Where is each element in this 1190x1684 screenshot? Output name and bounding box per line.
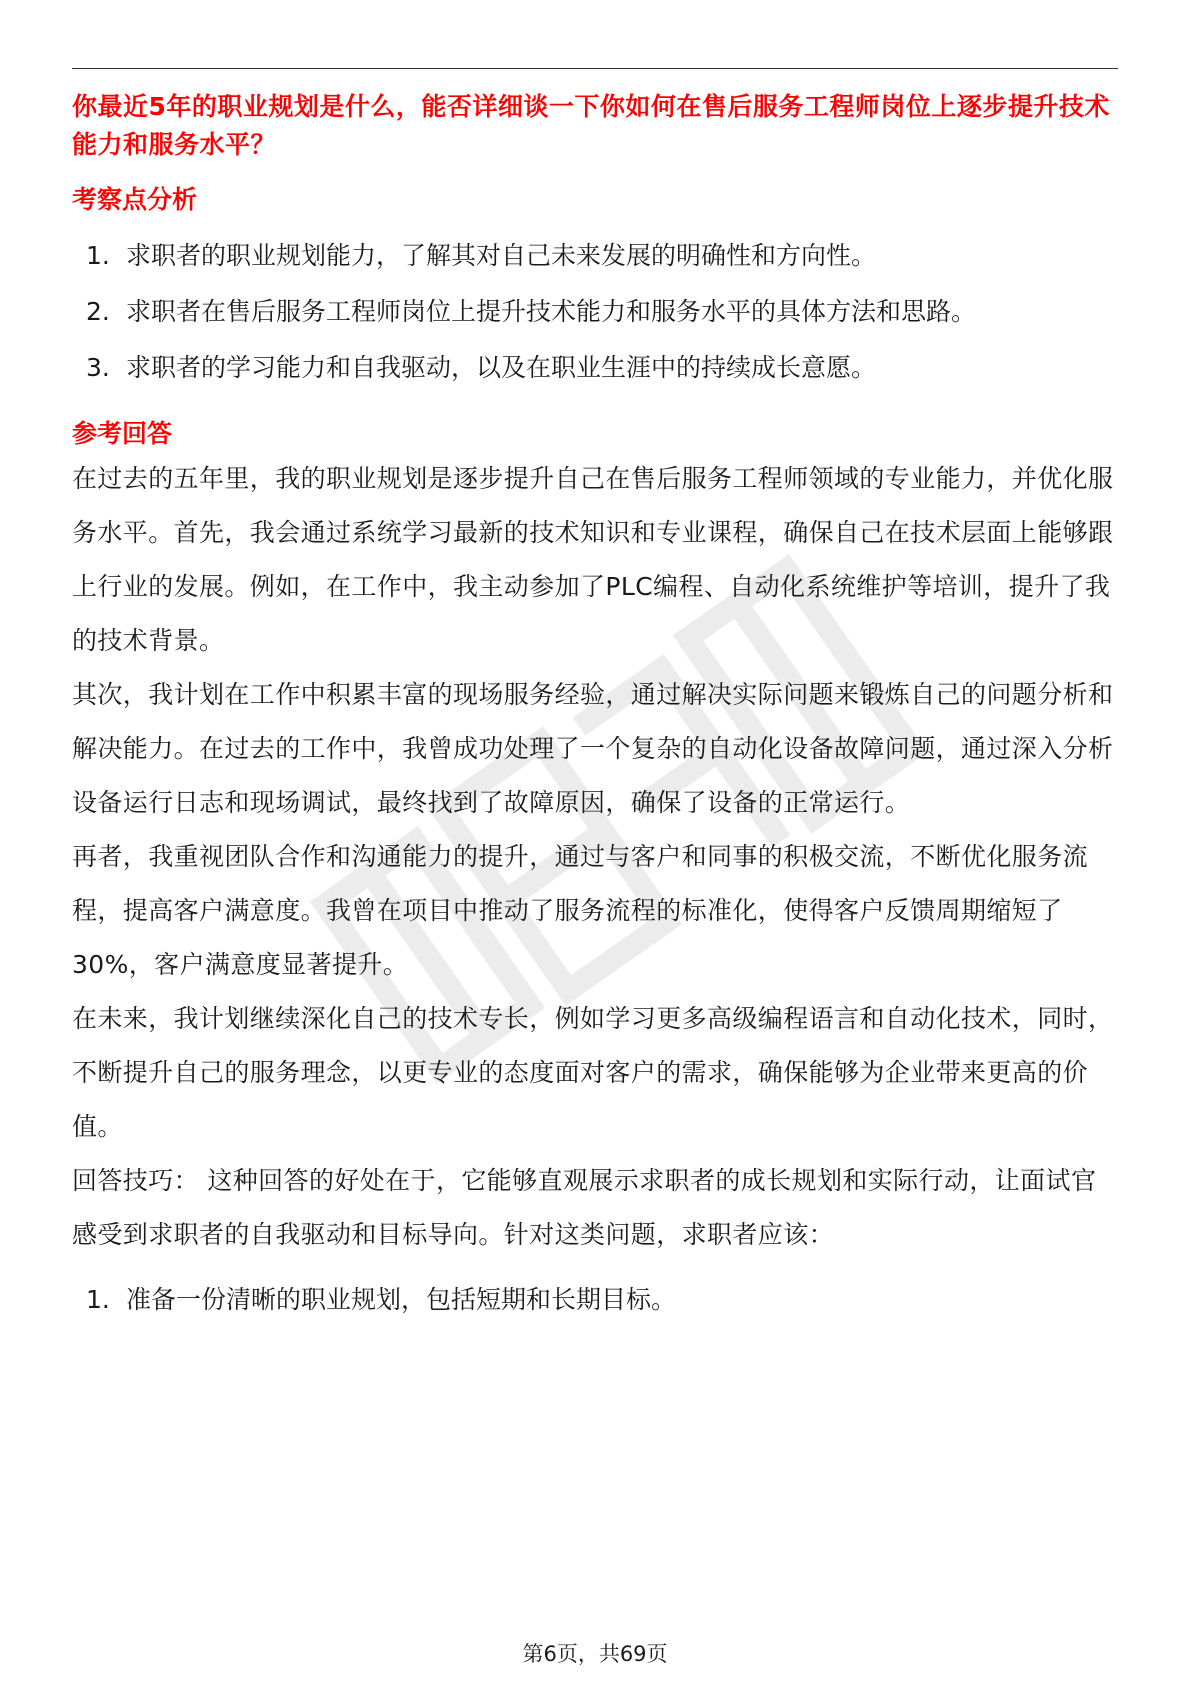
analysis-list — [72, 238, 1118, 386]
list-item-number: 3. — [86, 353, 110, 382]
answer-paragraph: 其次，我计划在工作中积累丰富的现场服务经验，通过解决实际问题来锻炼自己的问题分析和解决能力。在过去的工作中，我曾成功处理了一个复杂的自动化设备故障问题，通过深入分析设备运行日志和现场调试，最终找到了故障原因，确保了设备的正常运行。 — [72, 680, 1114, 817]
analysis-heading: 考察点分析 — [72, 185, 198, 214]
header-rule — [72, 68, 1118, 69]
list-item — [72, 238, 1118, 274]
page-content — [72, 88, 1118, 1318]
list-item-text: 求职者的学习能力和自我驱动，以及在职业生涯中的持续成长意愿。 — [126, 353, 877, 382]
list-item-number: 1. — [86, 241, 110, 270]
question-heading: 你最近5年的职业规划是什么，能否详细谈一下你如何在售后服务工程师岗位上逐步提升技术能力和服务水平？ — [72, 92, 1110, 159]
answer-paragraph: 在过去的五年里，我的职业规划是逐步提升自己在售后服务工程师领域的专业能力，并优化服务水平。首先，我会通过系统学习最新的技术知识和专业课程，确保自己在技术层面上能够跟上行业的发展。例如，在工作中，我主动参加了PLC编程、自动化系统维护等培训，提升了我的技术背景。 — [72, 464, 1114, 655]
page-number-footer: 第6页，共69页 — [522, 1642, 668, 1666]
list-item-text: 准备一份清晰的职业规划，包括短期和长期目标。 — [126, 1285, 677, 1314]
list-item-number: 2. — [86, 297, 110, 326]
list-item-text: 求职者的职业规划能力，了解其对自己未来发展的明确性和方向性。 — [126, 241, 877, 270]
list-item-number: 1. — [86, 1285, 110, 1314]
answer-tips-intro: 回答技巧： 这种回答的好处在于，它能够直观展示求职者的成长规划和实际行动，让面试官感受到求职者的自我驱动和目标导向。针对这类问题，求职者应该： — [72, 1166, 1097, 1249]
list-item-text: 求职者在售后服务工程师岗位上提升技术能力和服务水平的具体方法和思路。 — [126, 297, 977, 326]
answer-heading: 参考回答 — [72, 419, 173, 448]
list-item — [72, 350, 1118, 386]
list-item — [72, 294, 1118, 330]
list-item — [72, 1282, 1118, 1318]
tips-list — [72, 1282, 1118, 1318]
answer-paragraph: 再者，我重视团队合作和沟通能力的提升，通过与客户和同事的积极交流，不断优化服务流程，提高客户满意度。我曾在项目中推动了服务流程的标准化，使得客户反馈周期缩短了30%，客户满意度显著提升。 — [72, 842, 1089, 979]
answer-paragraph: 在未来，我计划继续深化自己的技术专长，例如学习更多高级编程语言和自动化技术，同时，不断提升自己的服务理念，以更专业的态度面对客户的需求，确保能够为企业带来更高的价值。 — [72, 1004, 1114, 1141]
